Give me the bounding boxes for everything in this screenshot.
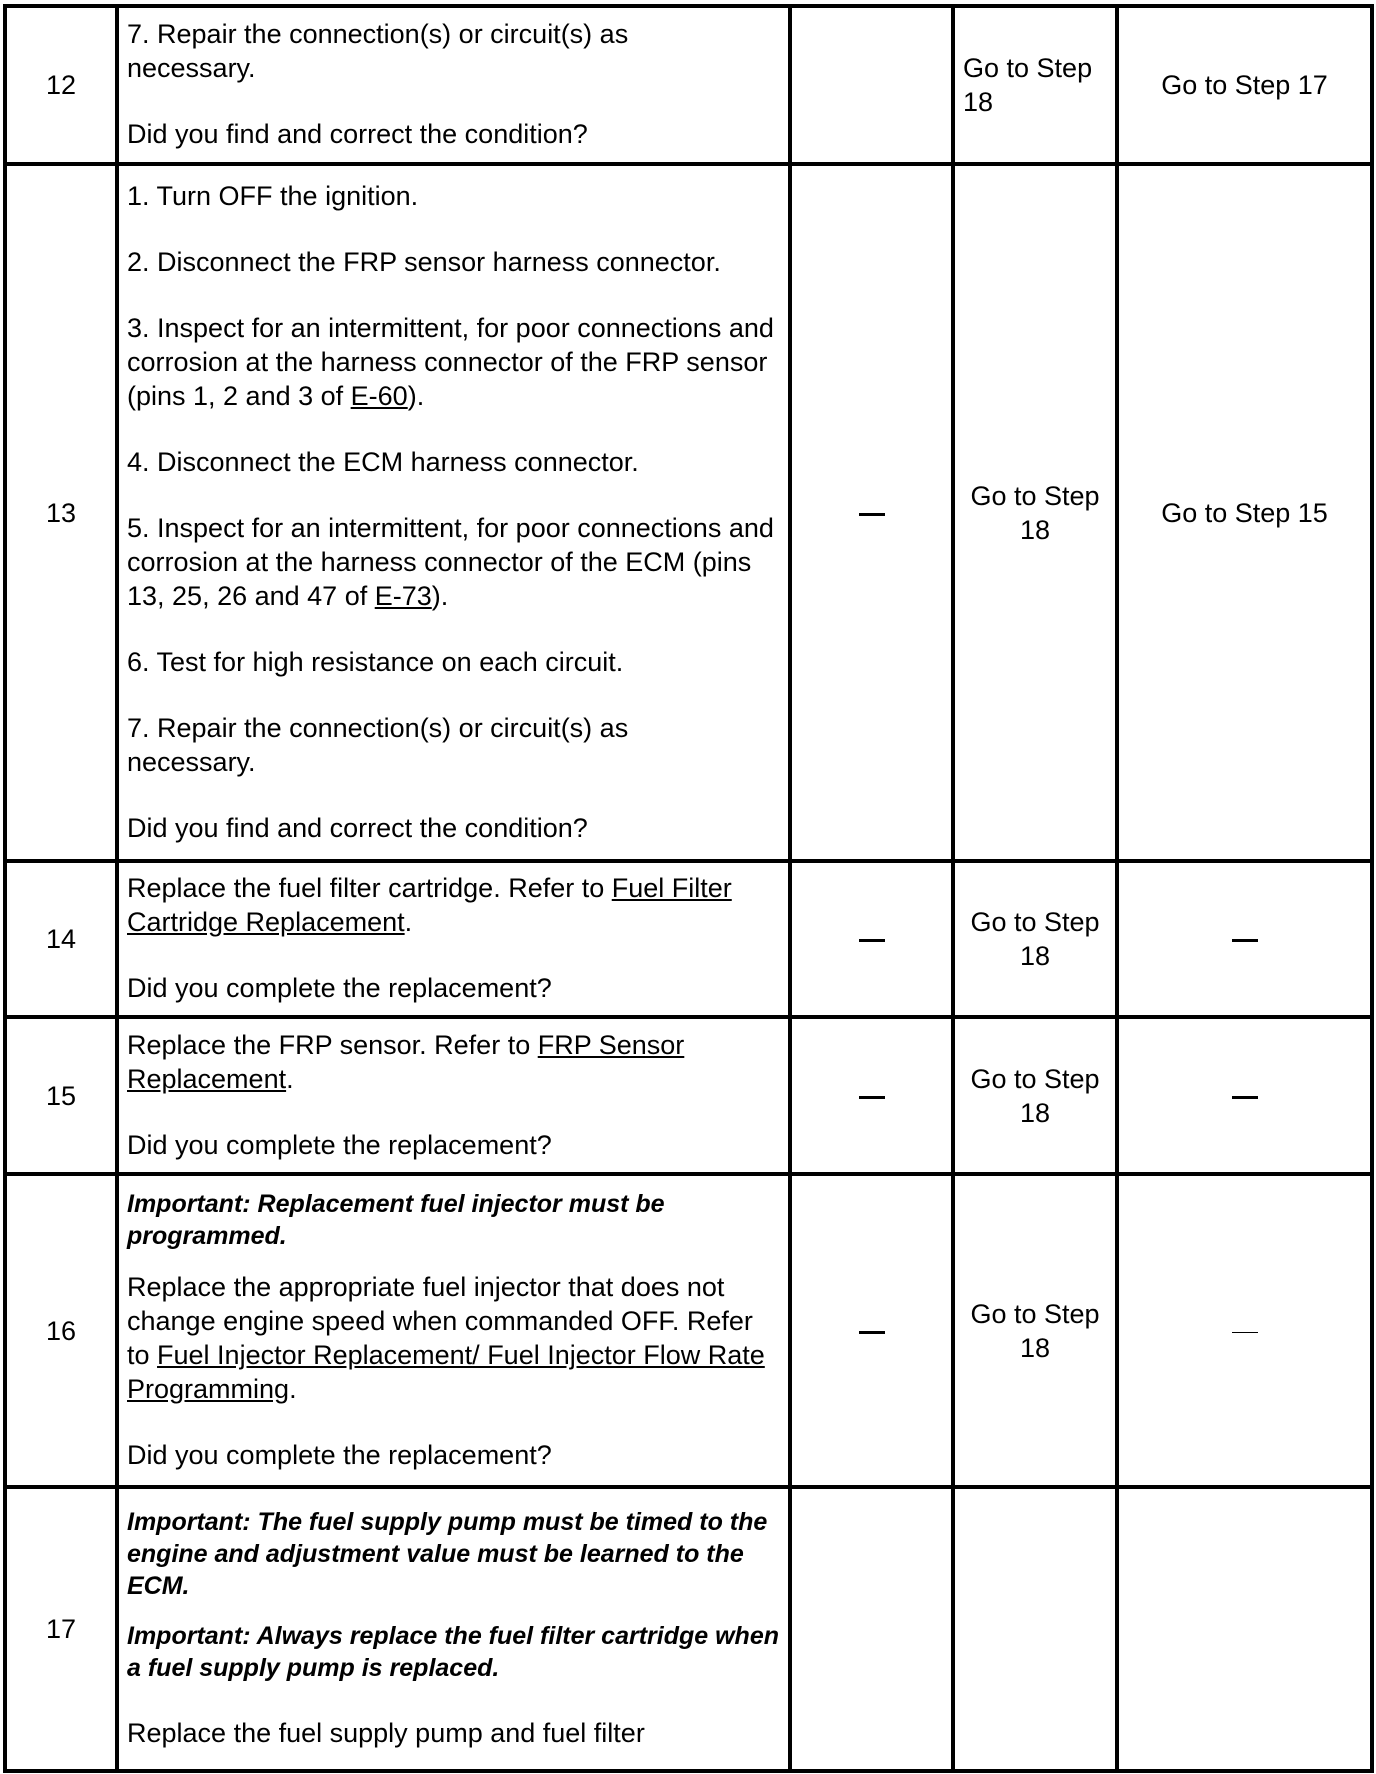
action-cell [117, 164, 790, 861]
action-line: 5. Inspect for an intermittent, for poor connections and corrosion at the harness connector of the ECM (pins 13, 25, 26 and 47 of E-73). [127, 512, 774, 611]
important-note: Important: Replacement fuel injector must be programmed. [127, 1189, 665, 1250]
action-line: Replace the fuel filter cartridge. Refer to Fuel Filter Cartridge Replacement. [127, 873, 732, 937]
action-line: 7. Repair the connection(s) or circuit(s) as necessary. [127, 712, 629, 777]
step-number: 12 [5, 6, 117, 164]
question-text: Did you find and correct the condition? [127, 812, 588, 843]
table-row [5, 6, 1372, 164]
no-cell [1117, 861, 1372, 1017]
yes-cell: Go to Step 18 [953, 6, 1117, 164]
action-line: Replace the appropriate fuel injector that does not change engine speed when commanded OFF. Refer to Fuel Injector Replacement/ Fuel Injector Flow Rate Programming. [127, 1271, 765, 1404]
action-cell [117, 1174, 790, 1487]
dash-mark [859, 1096, 885, 1099]
question-text: Did you complete the replacement? [127, 1129, 552, 1160]
action-line: Replace the fuel supply pump and fuel filter [127, 1718, 645, 1748]
value-cell [790, 1017, 953, 1174]
dash-mark [859, 1331, 885, 1334]
action-cell [117, 861, 790, 1017]
dash-mark [859, 513, 885, 516]
value-cell [790, 1174, 953, 1487]
step-number: 13 [5, 164, 117, 861]
action-line: 1. Turn OFF the ignition. [127, 180, 419, 211]
value-cell [790, 6, 953, 164]
yes-cell: Go to Step 18 [953, 1017, 1117, 1174]
action-line: 2. Disconnect the FRP sensor harness connector. [127, 246, 721, 277]
step-number: 16 [5, 1174, 117, 1487]
fuel-injector-replacement-link[interactable]: Fuel Injector Replacement/ Fuel Injector Flow Rate Programming [127, 1339, 765, 1404]
yes-cell: Go to Step 18 [953, 164, 1117, 861]
diagnostic-table [3, 4, 1374, 1773]
action-line: 6. Test for high resistance on each circuit. [127, 646, 624, 677]
dash-mark [859, 939, 885, 942]
dash-mark [1232, 939, 1258, 942]
important-note: Important: The fuel supply pump must be timed to the engine and adjustment value must be learned to the ECM. [127, 1508, 768, 1600]
no-cell [1117, 1487, 1372, 1771]
no-cell: Go to Step 15 [1117, 164, 1372, 861]
connector-e73-link[interactable]: E-73 [374, 580, 432, 611]
dash-mark [1232, 1096, 1258, 1099]
value-cell [790, 1487, 953, 1771]
action-line: 7. Repair the connection(s) or circuit(s) as necessary. [127, 19, 629, 83]
no-cell [1117, 1174, 1372, 1487]
yes-cell: Go to Step 18 [953, 1174, 1117, 1487]
step-number: 14 [5, 861, 117, 1017]
step-number: 17 [5, 1487, 117, 1771]
connector-e60-link[interactable]: E-60 [350, 380, 408, 411]
action-cell [117, 1017, 790, 1174]
value-cell [790, 164, 953, 861]
step-number: 15 [5, 1017, 117, 1174]
question-text: Did you complete the replacement? [127, 1439, 552, 1470]
action-line: 3. Inspect for an intermittent, for poor connections and corrosion at the harness connector of the FRP sensor (pins 1, 2 and 3 of E-60). [127, 312, 774, 411]
no-cell: Go to Step 17 [1117, 6, 1372, 164]
question-text: Did you find and correct the condition? [127, 119, 588, 149]
action-line: 4. Disconnect the ECM harness connector. [127, 446, 639, 477]
table-row [5, 1174, 1372, 1487]
table-row [5, 1017, 1372, 1174]
fuel-filter-replacement-link[interactable]: Fuel Filter Cartridge Replacement [127, 873, 732, 937]
question-text: Did you complete the replacement? [127, 973, 552, 1003]
action-cell [117, 6, 790, 164]
action-line: Replace the FRP sensor. Refer to FRP Sensor Replacement. [127, 1029, 685, 1094]
table-row [5, 1487, 1372, 1771]
table-row [5, 861, 1372, 1017]
action-cell [117, 1487, 790, 1771]
dash-mark [1232, 1332, 1258, 1334]
table-row [5, 164, 1372, 861]
yes-cell: Go to Step 18 [953, 861, 1117, 1017]
no-cell [1117, 1017, 1372, 1174]
yes-cell [953, 1487, 1117, 1771]
frp-sensor-replacement-link[interactable]: FRP Sensor Replacement [127, 1029, 685, 1094]
value-cell [790, 861, 953, 1017]
important-note: Important: Always replace the fuel filter cartridge when a fuel supply pump is replaced. [127, 1622, 780, 1682]
